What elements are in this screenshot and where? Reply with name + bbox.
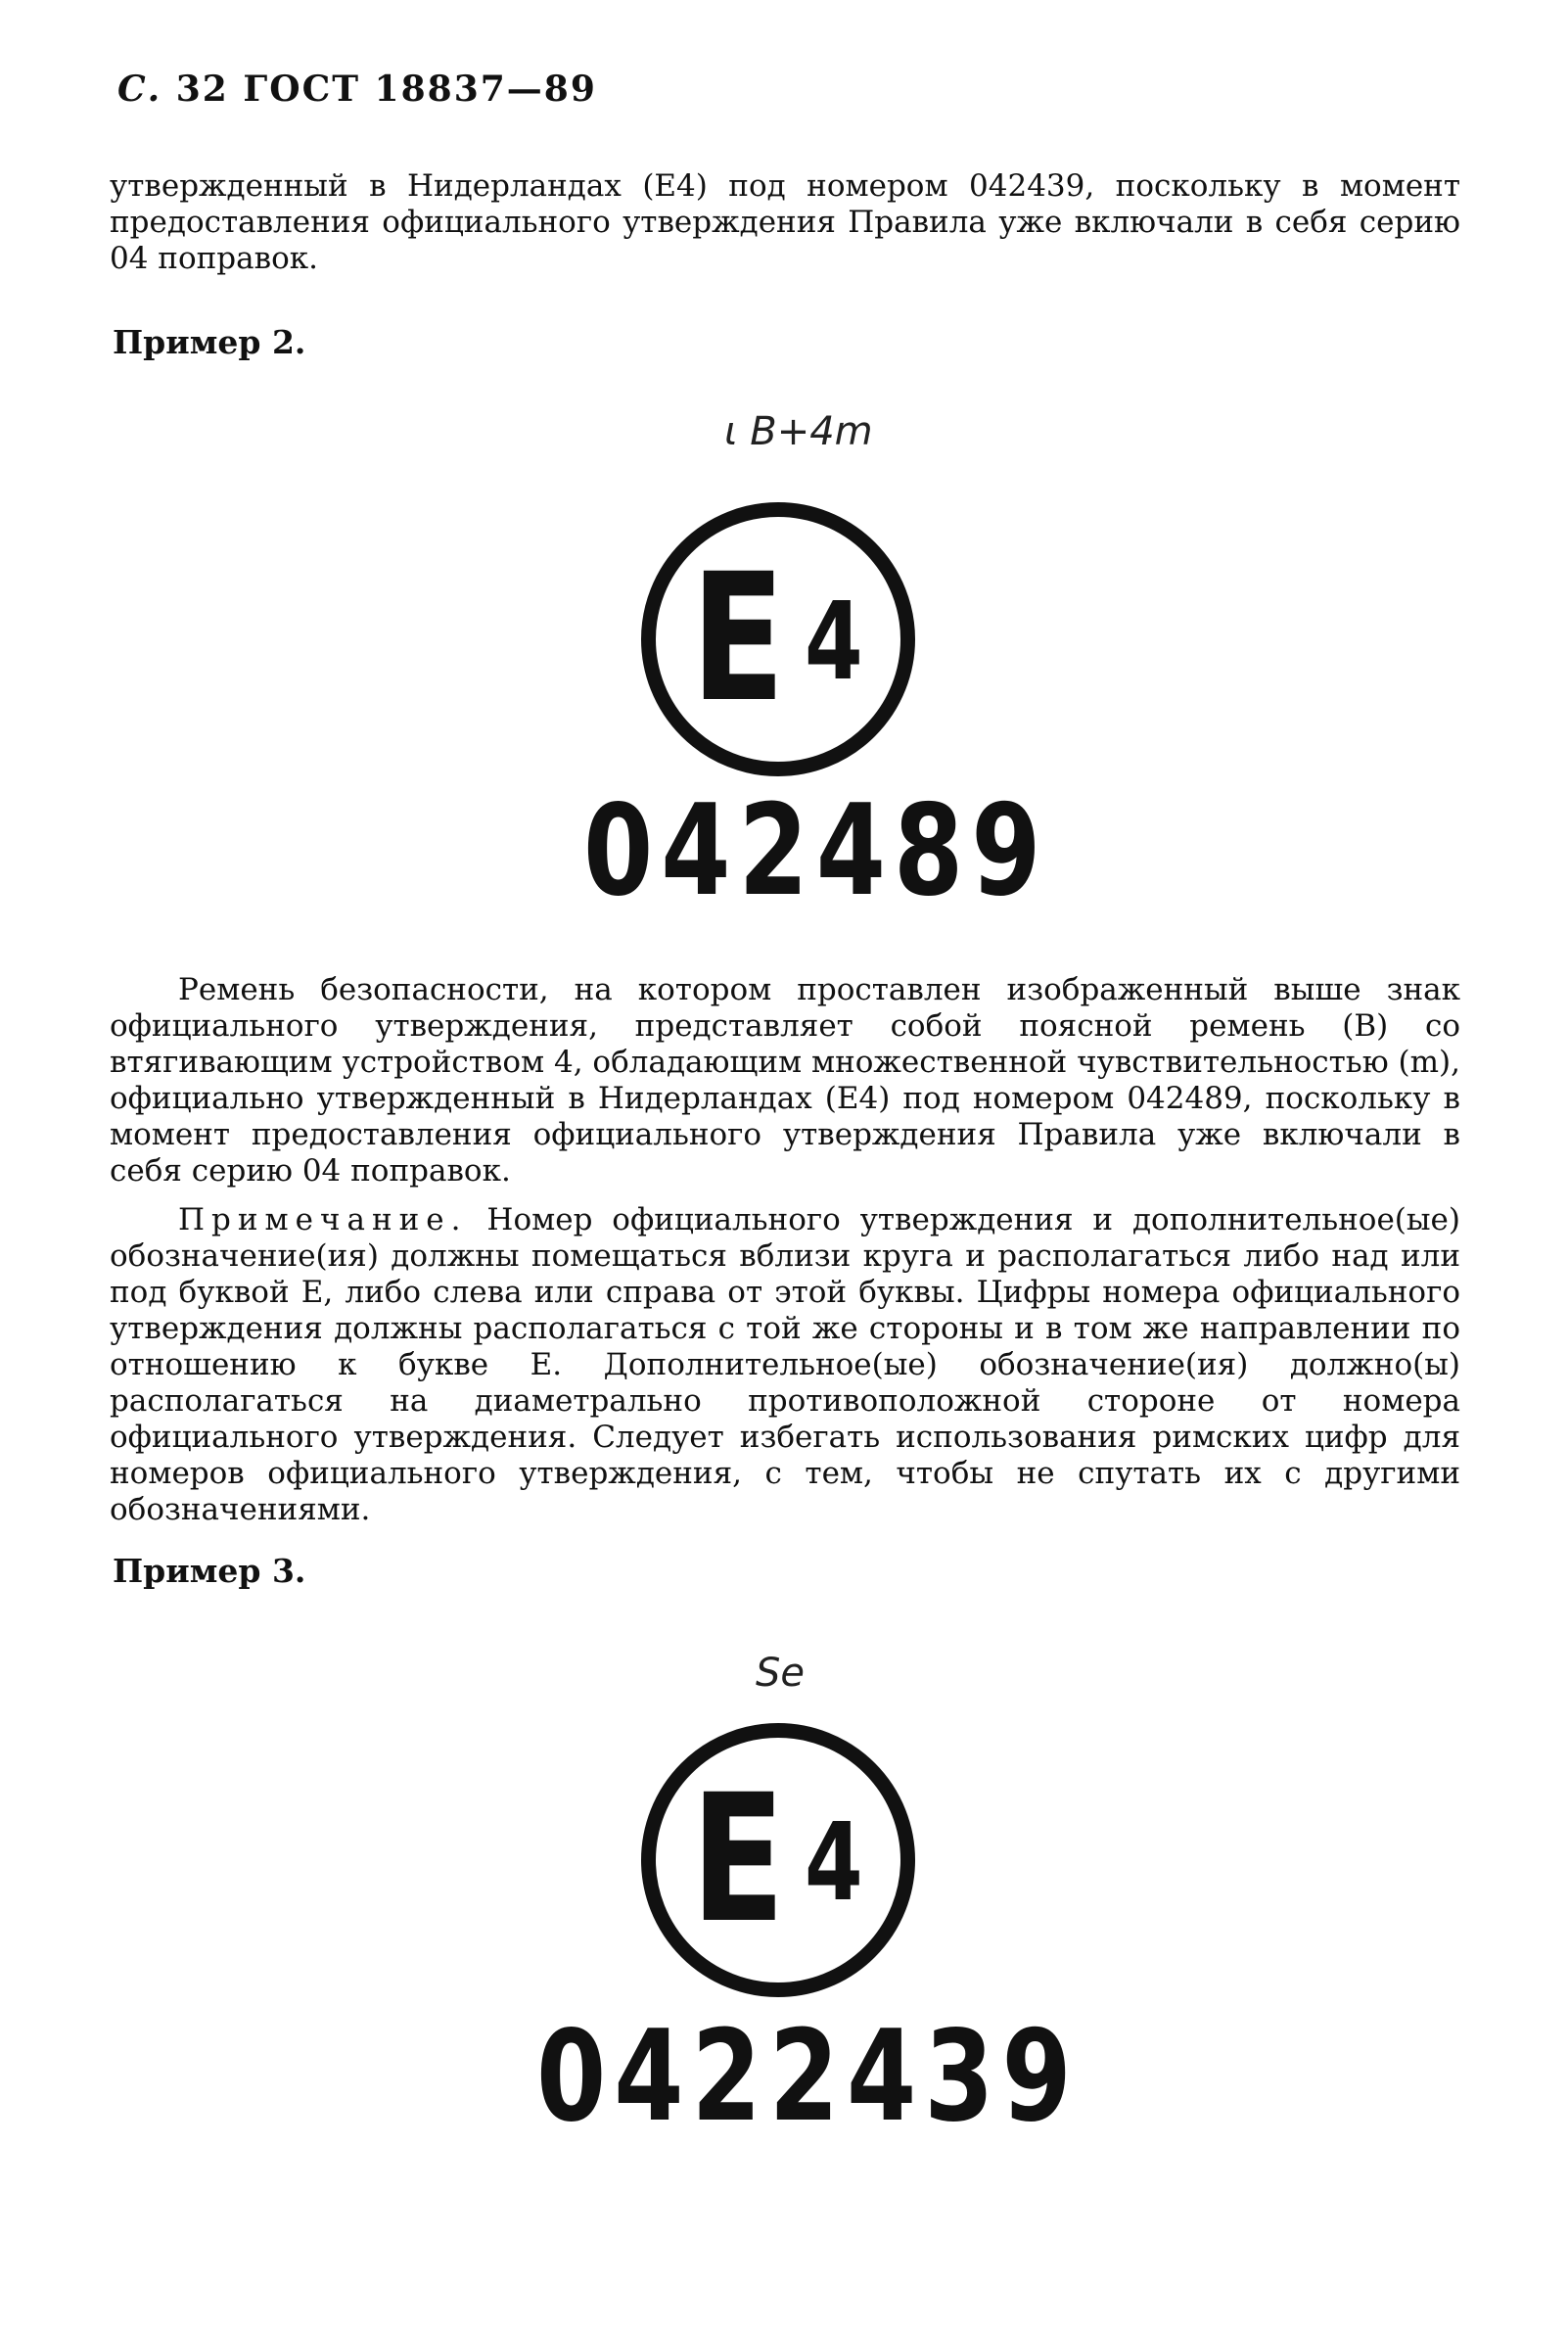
mark-letter: E xyxy=(691,536,785,741)
paragraph-belt-description: Ремень безопасности, на котором проставлен изображенный выше знак официального утверждения, представляет собой поясной ремень (В) со втягивающим устройством 4, обладающим множественной чувствительностью (m), официально утвержденный в Нидерландах (Е4) под номером 042489, поскольку в момент предоставления официального утверждения Правила уже включали в себя серию 04 поправок. xyxy=(110,972,1460,1189)
approval-mark-circle-example-2 xyxy=(641,502,915,776)
example-2-handwritten-marking: ι B+4m xyxy=(724,409,873,454)
example-3-heading: Пример 3. xyxy=(113,1552,306,1590)
header-page-prefix: С. xyxy=(117,69,162,110)
mark-letter: E xyxy=(691,1757,785,1962)
page-header xyxy=(117,69,597,110)
example-3-handwritten-marking: Se xyxy=(756,1651,805,1696)
paragraph-continuation: утвержденный в Нидерландах (Е4) под номером 042439, поскольку в момент предоставления официального утверждения Правила уже включали в себя серию 04 поправок. xyxy=(110,168,1460,276)
mark-country-code: 4 xyxy=(805,1799,863,1925)
paragraph-note xyxy=(110,1202,1460,1528)
header-standard: 32 ГОСТ 18837—89 xyxy=(175,69,597,110)
note-text: Номер официального утверждения и дополнительное(ые) обозначение(ия) должны помещаться вблизи круга и располагаться либо над или под буквой Е, либо слева или справа от этой буквы. Цифры номера официального утверждения должны располагаться с той же стороны и в том же направлении по отношению к букве Е. Дополнительное(ые) обозначение(ия) должно(ы) располагаться на диаметрально противоположной стороне от номера официального утверждения. Следует избегать использования римских цифр для номеров официального утверждения, с тем, чтобы не спутать их с другими обозначениями. xyxy=(110,1202,1461,1527)
example-2-heading: Пример 2. xyxy=(113,323,306,361)
approval-number-example-2: 042489 xyxy=(583,778,1049,924)
approval-number-example-3: 0422439 xyxy=(536,2004,1080,2150)
approval-mark-circle-example-3 xyxy=(641,1723,915,1997)
note-label: Примечание. xyxy=(178,1202,468,1237)
mark-country-code: 4 xyxy=(805,579,863,704)
